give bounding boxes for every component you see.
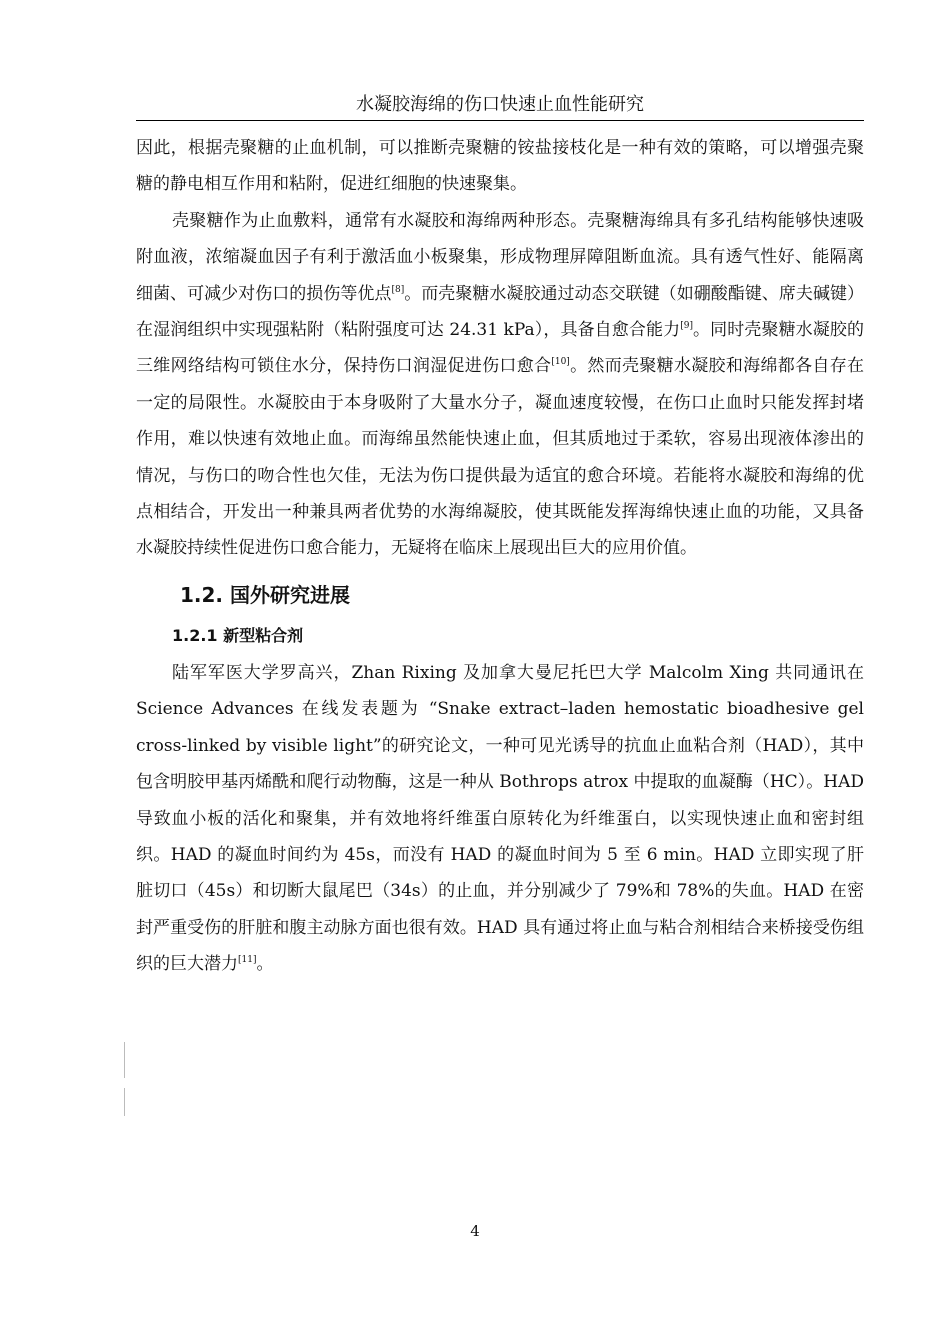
paragraph-2	[136, 203, 864, 567]
paragraph-2-text-b: 。而壳聚糖水凝胶通过动态交联键（如硼酸酯键、席夫碱键）在湿润组织中实现强粘附（粘附强度可达 24.31 kPa），具备自愈合能力	[136, 283, 865, 341]
paragraph-3-text: 陆军军医大学罗高兴，Zhan Rixing 及加拿大曼尼托巴大学 Malcolm Xing 共同通讯在 Science Advances 在线发表题为 “Snake extract–laden hemostatic bioadhesive gel cross-linked by visible light”的研究论文，一种可见光诱导的抗血止血粘合剂（HAD），其中包含明胶甲基丙烯酰和爬行动物酶，这是一种从 Bothrops atrox 中提取的血凝酶（HC）。HAD 导致血小板的活化和聚集，并有效地将纤维蛋白原转化为纤维蛋白，以实现快速止血和密封组织。HAD 的凝血时间约为 45s，而没有 HAD 的凝血时间为 5 至 6 min。HAD 立即实现了肝脏切口（45s）和切断大鼠尾巴（34s）的止血，并分别减少了 79%和 78%的失血。HAD 在密封严重受伤的肝脏和腹主动脉方面也很有效。HAD 具有通过将止血与粘合剂相结合来桥接受伤组织的巨大潜力	[136, 662, 864, 975]
page-body	[136, 130, 864, 983]
section-heading: 1.2. 国外研究进展	[180, 582, 350, 607]
page-number: 4	[470, 1222, 480, 1240]
running-header: 水凝胶海绵的伤口快速止血性能研究	[136, 92, 864, 121]
citation-8: [8]	[391, 284, 405, 295]
paragraph-1: 因此，根据壳聚糖的止血机制，可以推断壳聚糖的铵盐接枝化是一种有效的策略，可以增强壳聚糖的静电相互作用和粘附，促进红细胞的快速聚集。	[136, 138, 864, 195]
citation-9: [9]	[680, 321, 693, 332]
paragraph-3-end: 。	[256, 954, 274, 975]
paragraph-2-text-c: 。同时壳聚糖水凝胶的三维网络结构可锁住水分，保持伤口润湿促进伤口愈合	[136, 320, 864, 377]
citation-11: [11]	[238, 955, 257, 966]
change-bar	[124, 1088, 125, 1116]
paragraph-2-text-d: 。然而壳聚糖水凝胶和海绵都各自存在一定的局限性。水凝胶由于本身吸附了大量水分子，凝血速度较慢，在伤口止血时只能发挥封堵作用，难以快速有效地止血。而海绵虽然能快速止血，但其质地过于柔软，容易出现液体渗出的情况，与伤口的吻合性也欠佳，无法为伤口提供最为适宜的愈合环境。若能将水凝胶和海绵的优点相结合，开发出一种兼具两者优势的水海绵凝胶，使其既能发挥海绵快速止血的功能，又具备水凝胶持续性促进伤口愈合能力，无疑将在临床上展现出巨大的应用价值。	[136, 356, 865, 559]
paragraph-3	[136, 655, 864, 983]
subsection-heading: 1.2.1 新型粘合剂	[172, 625, 304, 645]
paragraph-2-text-a: 壳聚糖作为止血敷料，通常有水凝胶和海绵两种形态。壳聚糖海绵具有多孔结构能够快速吸附血液，浓缩凝血因子有利于激活血小板聚集，形成物理屏障阻断血流。具有透气性好、能隔离细菌、可减少对伤口的损伤等优点	[136, 210, 864, 304]
change-bar	[124, 1042, 125, 1078]
citation-10: [10]	[551, 357, 570, 368]
